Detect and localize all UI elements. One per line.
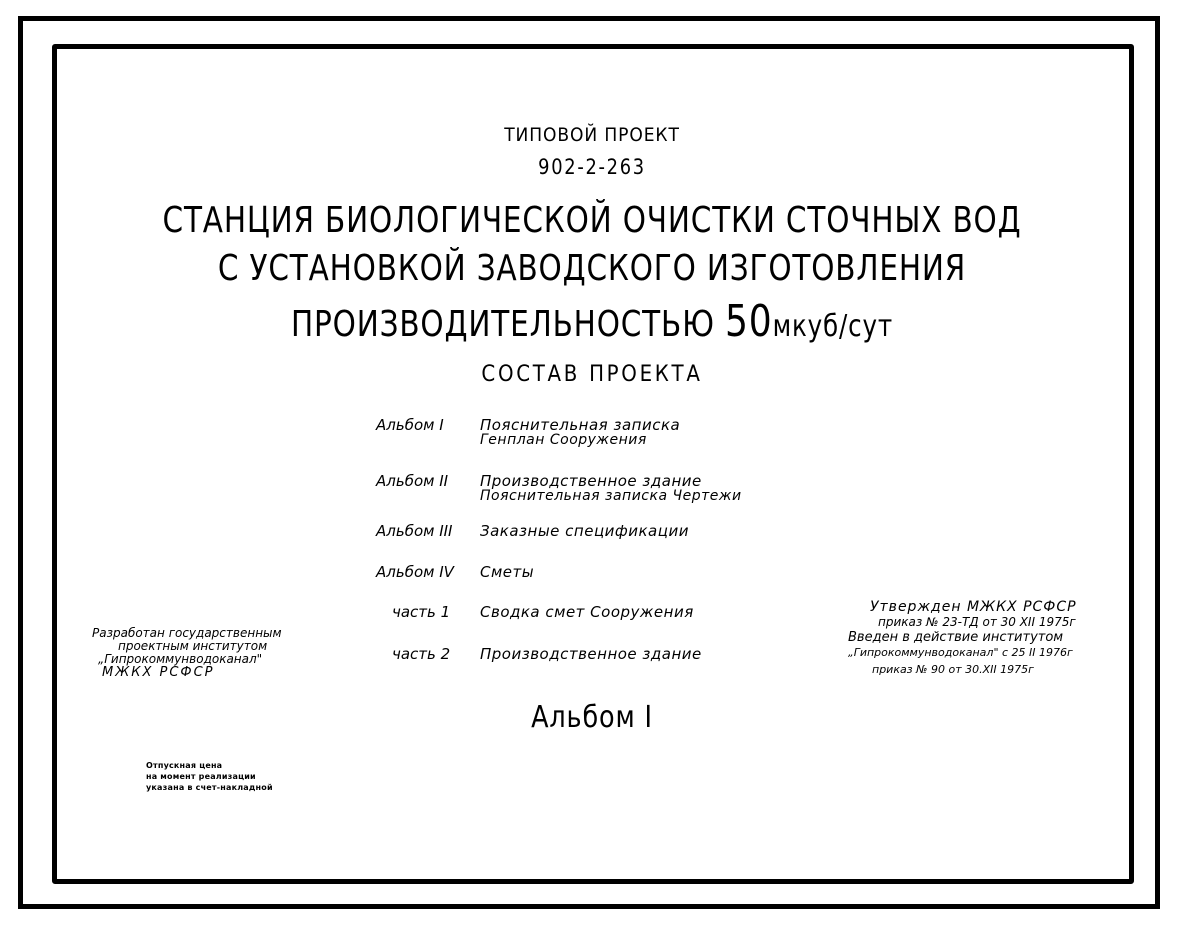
title-line-1: СТАНЦИЯ БИОЛОГИЧЕСКОЙ ОЧИСТКИ СТОЧНЫХ ВОД	[162, 200, 1022, 241]
approval-note	[848, 600, 1077, 677]
part-1-desc: Сводка смет Сооружения	[480, 603, 694, 621]
album-4-label: Альбом IV	[376, 563, 454, 581]
title-line-2: С УСТАНОВКОЙ ЗАВОДСКОГО ИЗГОТОВЛЕНИЯ	[217, 248, 967, 289]
price-line-1: Отпускная цена	[146, 761, 223, 770]
album-2-desc-1: Производственное здание	[480, 472, 702, 490]
developer-line-4: МЖКХ РСФСР	[102, 665, 215, 680]
project-number: 902-2-263	[538, 155, 646, 179]
part-2-desc: Производственное здание	[480, 645, 702, 663]
part-1-label: часть 1	[392, 603, 451, 621]
album-label: Альбом I	[531, 700, 653, 735]
composition-heading: СОСТАВ ПРОЕКТА	[481, 362, 703, 387]
title-line-3	[107, 296, 1078, 347]
developer-line-3: „Гипрокоммунводоканал"	[98, 652, 263, 666]
album-1-desc-1: Пояснительная записка	[480, 416, 681, 434]
developer-note	[92, 627, 282, 679]
price-line-3: указана в счет-накладной	[146, 783, 273, 792]
approval-line-2: приказ № 23-ТД от 30 XII 1975г	[878, 615, 1076, 629]
album-3-label: Альбом III	[376, 522, 453, 540]
part-2-label: часть 2	[392, 645, 451, 663]
price-note	[146, 760, 273, 793]
album-3-desc-1: Заказные спецификации	[480, 522, 689, 540]
album-4-desc-1: Сметы	[480, 563, 535, 581]
developer-line-2: проектным институтом	[118, 639, 268, 653]
approval-line-1: Утвержден МЖКХ РСФСР	[870, 599, 1077, 615]
project-type: ТИПОВОЙ ПРОЕКТ	[504, 124, 680, 146]
developer-line-1: Разработан государственным	[92, 626, 282, 640]
approval-line-4: „Гипрокоммунводоканал" с 25 II 1976г	[848, 646, 1073, 659]
title-line-3-prefix: ПРОИЗВОДИТЕЛЬНОСТЬЮ	[291, 304, 726, 345]
album-2-label: Альбом II	[376, 472, 449, 490]
album-1-desc-2: Генплан Сооружения	[480, 432, 647, 448]
album-1-label: Альбом I	[376, 416, 444, 434]
approval-line-3: Введен в действие институтом	[848, 630, 1064, 645]
capacity-unit: мкуб/сут	[772, 309, 893, 344]
price-line-2: на момент реализации	[146, 772, 256, 781]
capacity-value: 50	[725, 296, 773, 347]
approval-line-5: приказ № 90 от 30.XII 1975г	[872, 663, 1034, 676]
album-2-desc-2: Пояснительная записка Чертежи	[480, 488, 742, 504]
